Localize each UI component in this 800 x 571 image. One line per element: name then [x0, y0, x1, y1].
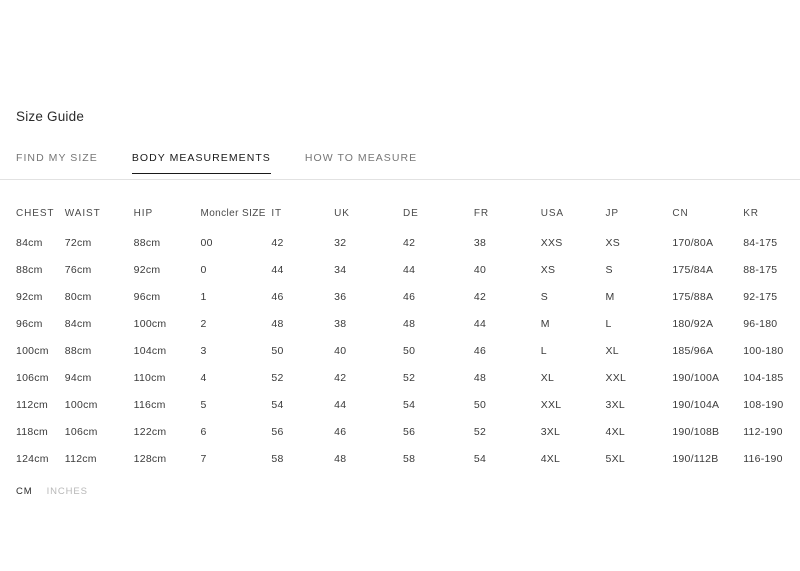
cell-waist: 112cm [64, 452, 97, 465]
cell-chest: 106cm [16, 371, 49, 384]
cell-cn: 185/96A [672, 344, 714, 357]
cell-jp: 4XL [605, 425, 625, 438]
column-header-usa: USA [540, 208, 564, 219]
tab-body-measurements[interactable]: BODY MEASUREMENTS [132, 152, 271, 174]
cell-chest: 118cm [16, 425, 48, 438]
cell-usa: 4XL [540, 452, 561, 465]
column-header-hip: HIP [133, 208, 154, 219]
column-header-uk: UK [334, 208, 350, 219]
size-guide-panel [0, 108, 800, 497]
cell-chest: 92cm [16, 290, 43, 303]
cell-it: 42 [271, 236, 284, 249]
cell-kr: 96-180 [743, 317, 778, 330]
column-header-waist: WAIST [64, 208, 101, 219]
cell-it: 58 [271, 452, 284, 465]
cell-moncler-size: 4 [200, 371, 207, 384]
cell-waist: 84cm [64, 317, 92, 330]
column-header-jp: JP [605, 208, 619, 219]
cell-uk: 40 [334, 344, 347, 357]
cell-waist: 100cm [64, 398, 98, 411]
cell-fr: 48 [473, 371, 487, 384]
cell-moncler-size: 00 [200, 236, 213, 249]
cell-hip: 110cm [133, 371, 166, 384]
cell-de: 58 [403, 452, 416, 465]
table-row [0, 337, 800, 364]
table-row [0, 283, 800, 310]
cell-it: 52 [271, 371, 284, 384]
cell-de: 54 [403, 398, 416, 411]
cell-kr: 88-175 [743, 263, 778, 276]
cell-fr: 42 [473, 290, 487, 303]
cell-chest: 100cm [16, 344, 49, 357]
cell-uk: 44 [334, 398, 347, 411]
cell-cn: 175/84A [672, 263, 714, 276]
cell-de: 52 [403, 371, 416, 384]
column-header-chest: CHEST [16, 208, 55, 219]
cell-kr: 92-175 [743, 290, 778, 303]
cell-hip: 88cm [133, 236, 161, 249]
cell-de: 42 [403, 236, 416, 249]
cell-cn: 190/104A [672, 398, 720, 411]
cell-usa: XXS [540, 236, 563, 249]
cell-jp: M [605, 290, 615, 303]
cell-kr: 108-190 [743, 398, 784, 411]
cell-usa: XS [540, 263, 556, 276]
cell-uk: 46 [334, 425, 347, 438]
cell-hip: 100cm [133, 317, 167, 330]
tab-bar [0, 152, 800, 180]
cell-moncler-size: 0 [200, 263, 207, 276]
cell-uk: 42 [334, 371, 347, 384]
cell-usa: S [540, 290, 548, 303]
cell-cn: 180/92A [672, 317, 714, 330]
cell-chest: 112cm [16, 398, 48, 411]
column-header-de: DE [403, 208, 419, 219]
cell-moncler-size: 7 [200, 452, 207, 465]
cell-jp: 3XL [605, 398, 625, 411]
cell-usa: M [540, 317, 550, 330]
table-row [0, 445, 800, 472]
column-header-it: IT [271, 208, 283, 219]
cell-fr: 44 [473, 317, 487, 330]
cell-hip: 96cm [133, 290, 161, 303]
tab-find-my-size[interactable]: FIND MY SIZE [16, 152, 98, 174]
cell-uk: 34 [334, 263, 347, 276]
table-row [0, 229, 800, 256]
cell-fr: 40 [473, 263, 487, 276]
cell-jp: XL [605, 344, 619, 357]
cell-waist: 76cm [64, 263, 92, 276]
cell-it: 56 [271, 425, 284, 438]
cell-kr: 100-180 [743, 344, 784, 357]
cell-kr: 104-185 [743, 371, 784, 384]
table-row [0, 256, 800, 283]
cell-waist: 106cm [64, 425, 98, 438]
cell-it: 50 [271, 344, 284, 357]
cell-fr: 38 [473, 236, 487, 249]
cell-waist: 88cm [64, 344, 92, 357]
cell-chest: 88cm [16, 263, 43, 276]
cell-cn: 190/112B [672, 452, 719, 465]
cell-fr: 50 [473, 398, 487, 411]
column-header-moncler-size: Moncler SIZE [200, 208, 266, 219]
cell-waist: 72cm [64, 236, 92, 249]
page-title: Size Guide [16, 109, 85, 124]
tab-how-to-measure[interactable]: HOW TO MEASURE [305, 152, 417, 174]
cell-uk: 36 [334, 290, 347, 303]
cell-hip: 128cm [133, 452, 167, 465]
table-row [0, 364, 800, 391]
cell-chest: 84cm [16, 236, 43, 249]
cell-moncler-size: 2 [200, 317, 207, 330]
cell-waist: 94cm [64, 371, 92, 384]
cell-moncler-size: 1 [200, 290, 207, 303]
cell-chest: 124cm [16, 452, 49, 465]
cell-it: 44 [271, 263, 284, 276]
cell-it: 46 [271, 290, 284, 303]
cell-hip: 116cm [133, 398, 166, 411]
unit-option-inches[interactable]: INCHES [46, 486, 88, 497]
cell-cn: 190/100A [672, 371, 720, 384]
table-header-row [0, 202, 800, 229]
table-row [0, 418, 800, 445]
cell-hip: 104cm [133, 344, 167, 357]
cell-de: 44 [403, 263, 416, 276]
unit-toggle [0, 486, 800, 497]
cell-hip: 122cm [133, 425, 167, 438]
column-header-fr: FR [473, 208, 490, 219]
cell-kr: 112-190 [743, 425, 783, 438]
cell-usa: XL [540, 371, 555, 384]
cell-it: 54 [271, 398, 284, 411]
cell-usa: L [540, 344, 547, 357]
cell-usa: XXL [540, 398, 562, 411]
cell-usa: 3XL [540, 425, 561, 438]
cell-jp: 5XL [605, 452, 625, 465]
cell-fr: 54 [473, 452, 487, 465]
cell-cn: 190/108B [672, 425, 720, 438]
cell-de: 46 [403, 290, 416, 303]
cell-cn: 175/88A [672, 290, 714, 303]
cell-jp: XXL [605, 371, 627, 384]
table-row [0, 310, 800, 337]
cell-uk: 32 [334, 236, 347, 249]
cell-moncler-size: 6 [200, 425, 207, 438]
cell-de: 48 [403, 317, 416, 330]
unit-option-cm[interactable]: CM [16, 486, 33, 497]
cell-uk: 38 [334, 317, 347, 330]
cell-waist: 80cm [64, 290, 92, 303]
table-body [0, 229, 800, 472]
size-measurements-table [0, 202, 800, 472]
cell-moncler-size: 3 [200, 344, 207, 357]
cell-moncler-size: 5 [200, 398, 207, 411]
cell-chest: 96cm [16, 317, 43, 330]
column-header-kr: KR [743, 208, 759, 219]
cell-jp: L [605, 317, 612, 330]
cell-jp: XS [605, 236, 621, 249]
cell-de: 56 [403, 425, 416, 438]
cell-kr: 84-175 [743, 236, 778, 249]
cell-kr: 116-190 [743, 452, 783, 465]
cell-hip: 92cm [133, 263, 161, 276]
cell-fr: 46 [473, 344, 487, 357]
cell-cn: 170/80A [672, 236, 714, 249]
table-header [0, 202, 800, 229]
column-header-cn: CN [672, 208, 689, 219]
cell-uk: 48 [334, 452, 347, 465]
cell-jp: S [605, 263, 613, 276]
cell-de: 50 [403, 344, 416, 357]
cell-fr: 52 [473, 425, 487, 438]
table-row [0, 391, 800, 418]
cell-it: 48 [271, 317, 284, 330]
